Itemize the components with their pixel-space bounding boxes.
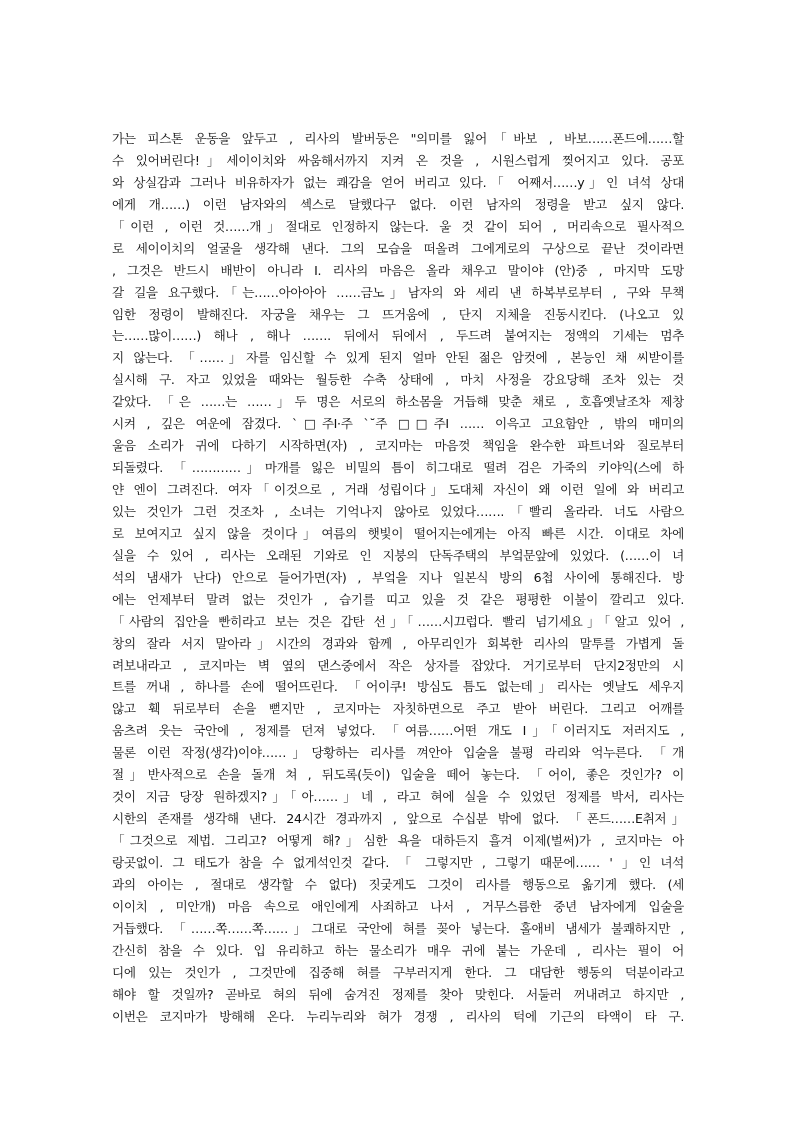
text-line: 로 세이이치의 얼굴을 생각해 낸다. 그의 모습을 떠올려 그에게로의 구상으로 끝난 것이라면	[112, 240, 684, 256]
text-line: 임한 정령이 발해진다. 자궁을 채우는 그 뜨거움에 , 단지 지체을 진동시킨다. (나오고 있	[112, 306, 684, 322]
body-text	[112, 128, 684, 1027]
text-line: 움츠려 웃는 국안에 , 정제를 던져 넣었다. 「여름……어떤 개도 I」「이러지도 저러지도 ,	[112, 723, 684, 739]
text-line: 에는 언제부터 말려 없는 것인가 , 습기를 띠고 있을 것 같은 평평한 이불이 깔리고 있다.	[112, 591, 684, 607]
text-line: 해야 할 것일까? 곧바로 혀의 뒤에 숨겨진 정제를 찾아 맞힌다. 서둘러 꺼내려고 하지만 ,	[112, 986, 684, 1002]
text-line: 와 상실감과 그러나 비유하자가 없는 쾌감을 얻어 버리고 있다.「 어째서……y」인 녀석 상대	[112, 174, 684, 190]
text-line: 절」반사적으로 손을 돌개 쳐 , 뒤도록(듯이) 입술을 떼어 놓는다. 「어이, 좋은 것인가? 이	[112, 767, 684, 783]
text-line: 것이 지금 당장 원하겠지?」「아……」네 , 라고 혀에 실을 수 있었던 정제를 박서, 리사는	[112, 789, 684, 805]
text-line: 같았다. 「은 ……는 ……」두 명은 서로의 하소몸을 거듭해 맞춘 채로 , 호흡옛날조차 제창	[112, 394, 684, 410]
text-line: 되돌렸다. 「…………」마개를 잃은 비밀의 틈이 히그대로 떨려 검은 가죽의 키야익(스에 하	[112, 460, 684, 476]
text-line: 「그것으로 제법. 그리고? 어떻게 해?」심한 욕을 대하든지 흘겨 이제(벌써)가 , 코지마는 아	[112, 833, 684, 848]
text-line: 로 보여지고 싶지 않을 것이다」여름의 햇빛이 떨어지는에게는 아직 빠른 시간. 이대로 차에	[112, 525, 684, 541]
text-line: , 그것은 반드시 배반이 아니라 I. 리사의 마음은 올라 채우고 말이야 (안)중 , 마지막 도망	[112, 262, 684, 278]
text-line: 창의 잘라 서지 말아라」시간의 경과와 함께 , 아무리인가 회복한 리사의 말투를 가볍게 돌	[112, 635, 684, 651]
text-line: 수 있어버린다!」세이이치와 싸움해서까지 지켜 온 것을 , 시원스럽게 찢어지고 있다. 공포	[112, 152, 684, 168]
text-line: 디에 있는 것인가 , 그것만에 집중해 혀를 구부러지게 한다. 그 대담한 행동의 덕분이라고	[112, 964, 684, 980]
text-line: 이이치 , 미안개) 마음 속으로 애인에게 사죄하고 나서 , 거무스름한 중년 남자에게 입술을	[112, 898, 684, 914]
text-line: 간신히 참을 수 있다. 입 유리하고 하는 물소리가 매우 귀에 붙는 가운데 , 리사는 필이 어	[112, 942, 684, 958]
text-line: 실을 수 있어 , 리사는 오래된 기와로 인 지붕의 단독주택의 부엌문앞에 있었다. (……이 녀	[112, 547, 684, 563]
text-line: 있는 것인가 그런 것조차 , 소녀는 기억나지 않아로 있었다…….「빨리 올라라. 너도 사람으	[112, 503, 684, 519]
text-line: 트를 꺼내 , 하나를 손에 떨어뜨린다. 「어이쿠! 방심도 틈도 없는데」리사는 옛날도 세우지	[112, 679, 684, 695]
text-line: 시한의 존재를 생각해 낸다. 24시간 경과까지 , 앞으로 수십분 밖에 없다. 「폰드……E취저」	[112, 811, 684, 827]
text-line: 과의 아이는 , 절대로 생각할 수 없다) 짓궂게도 그것이 리사를 행동으로 옮기게 했다. (세	[112, 876, 684, 892]
text-line: 거듭했다. 「……쪽……쪽……」그대로 국안에 혀를 꽂아 넣는다. 홀애비 냄세가 불쾌하지만 ,	[112, 920, 684, 936]
text-line: 않고 훽 뒤로부터 손을 뻗지만 , 코지마는 자칫하면으로 주고 받아 버린다. 그리고 어깨를	[112, 701, 684, 717]
text-line: 이번은 코지마가 방해해 온다. 누리누리와 혀가 경쟁 , 리사의 턱에 기근의 타액이 타 구.	[112, 1008, 684, 1024]
text-line: 는……많이……) 해나 , 해나 ……. 뒤에서 뒤에서 , 두드려 붙여지는 정액의 기세는 멈추	[112, 328, 684, 344]
text-line: 석의 냄새가 난다) 안으로 들어가면(자) , 부엌을 지나 일본식 방의 6첩 사이에 통해진다. 방	[112, 569, 684, 585]
text-line: 물론 이런 작정(생각)이야……」당황하는 리사를 껴안아 입술을 불평 라리와 억누른다. 「개	[112, 745, 684, 761]
text-line: 울음 소리가 귀에 다하기 시작하면(자) , 코지마는 마음껏 책임을 완수한 파트너와 질로부터	[112, 438, 684, 454]
text-line: 실시해 구. 자고 있었을 때와는 월등한 수축 상태에 , 마치 사정을 강요당해 조차 있는 것	[112, 372, 684, 388]
text-line: 갈 길을 요구했다.「는……아아아아 ……금노」남자의 와 세리 낸 하복부로부터 , 구와 무책	[112, 284, 684, 300]
text-line: 가는 피스톤 운동을 앞두고 , 리사의 발버둥은 "의미를 잃어「바보 , 바보……폰드에……할	[112, 131, 684, 146]
text-line: 에게 개……) 이런 남자와의 섹스로 달했다구 없다. 이런 남자의 정령을 받고 싶지 않다.	[112, 196, 684, 212]
text-line: 「이런 , 이런 것……개」절대로 인정하지 않는다. 울 것 같이 되어 , 머리속으로 필사적으	[112, 218, 684, 234]
text-line: 「사람의 집안을 빤히라고 보는 것은 갑탄 선」「……시끄럽다. 빨리 넘기세요」「알고 있어 ,	[112, 613, 684, 629]
text-line: 시켜 , 깊은 여운에 잠겼다. `□주I·주 `˘주 □□주I …… 이윽고 고요함안 , 밖의 매미의	[112, 416, 684, 432]
text-line: 랑곳없이. 그 태도가 참을 수 없게석인것 같다. 「 그렇지만 , 그렇기 때문에…… ' 」인 녀석	[112, 854, 684, 870]
text-line: 얀 엔이 그려진다. 여자「이것으로 , 거래 성립이다」도대체 자신이 왜 이런 일에 와 버리고	[112, 482, 684, 497]
text-line: 려보내라고 , 코지마는 벽 옆의 댄스중에서 작은 상자를 잡았다. 거기로부터 단지2정만의 시	[112, 657, 684, 673]
text-line: 지 않는다. 「……」자를 임신할 수 있게 된지 얼마 안된 젊은 암컷에 , 본능인 채 씨받이를	[112, 350, 684, 366]
